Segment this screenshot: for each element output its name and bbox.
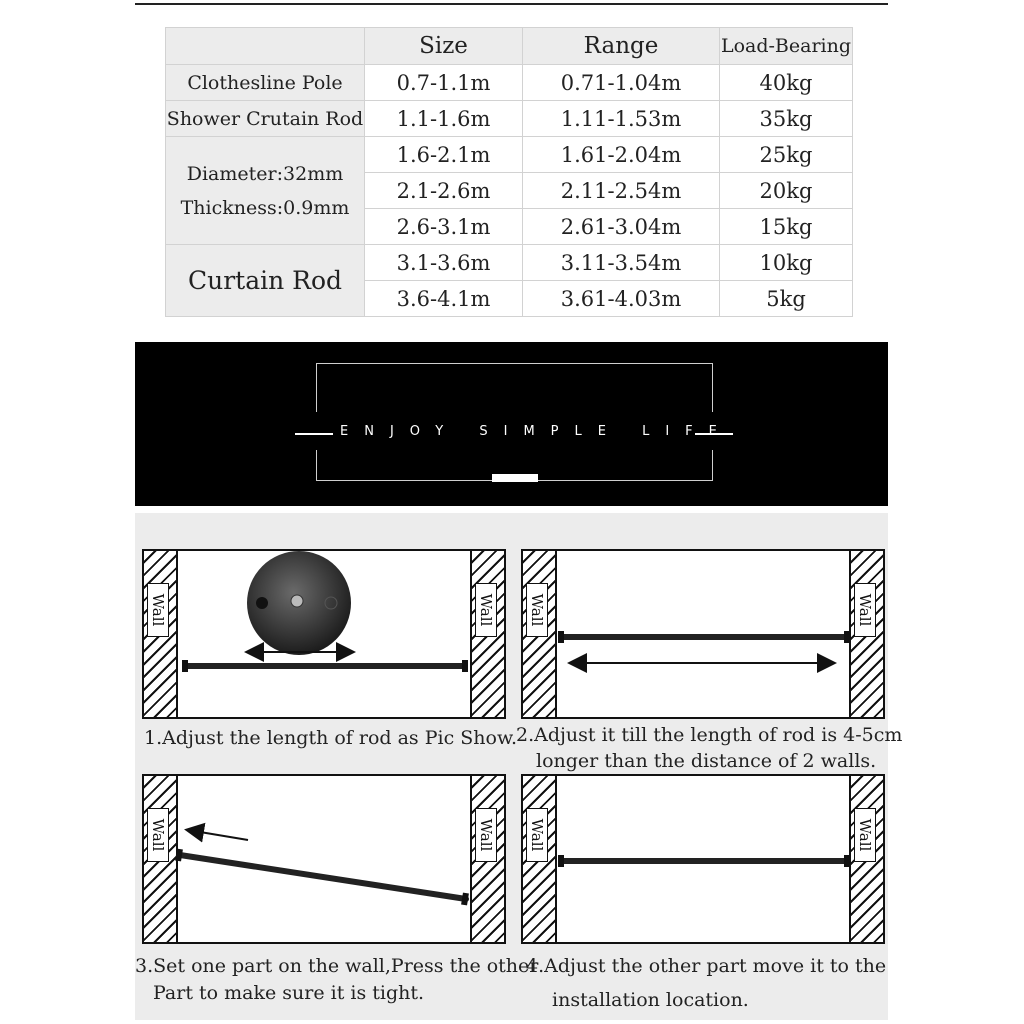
step-2-caption-line2: longer than the distance of 2 walls.: [536, 750, 877, 772]
step-3-caption-line2: Part to make sure it is tight.: [153, 982, 425, 1004]
step-4-caption-line1: 4.Adjust the other part move it to the: [526, 955, 887, 977]
size-cell: 0.7-1.1m: [365, 65, 523, 101]
step-1-illustration: [144, 551, 504, 717]
load-cell: 10kg: [720, 245, 853, 281]
wall-label: Wall: [856, 593, 874, 627]
top-divider: [135, 3, 888, 5]
range-cell: 3.11-3.54m: [523, 245, 720, 281]
range-cell: 1.61-2.04m: [523, 137, 720, 173]
wall-label: Wall: [528, 818, 546, 852]
banner-frame-top: [316, 363, 713, 412]
step-3-illustration: [144, 776, 504, 942]
wall-label: Wall: [477, 818, 495, 852]
header-size: Size: [365, 28, 523, 65]
table-row: [166, 137, 853, 173]
load-cell: 40kg: [720, 65, 853, 101]
category-clothesline: Clothesline Pole: [166, 65, 365, 101]
range-cell: 1.11-1.53m: [523, 101, 720, 137]
step-4-illustration: [523, 776, 883, 942]
diameter-label: Diameter:32mm: [186, 162, 344, 185]
step-4-caption-line2: installation location.: [552, 989, 749, 1011]
tension-rod-icon: [175, 849, 469, 906]
step-2-diagram: [521, 549, 885, 719]
tension-rod-icon: [182, 660, 468, 672]
range-cell: 3.61-4.03m: [523, 281, 720, 317]
step-1-caption: 1.Adjust the length of rod as Pic Show.: [144, 727, 517, 749]
load-cell: 15kg: [720, 209, 853, 245]
banner-notch: [492, 474, 538, 482]
wall-label: Wall: [149, 593, 167, 627]
table-row: [166, 245, 853, 281]
size-cell: 2.6-3.1m: [365, 209, 523, 245]
load-cell: 20kg: [720, 173, 853, 209]
load-cell: 35kg: [720, 101, 853, 137]
wall-label: Wall: [856, 818, 874, 852]
step-3-caption-line1: 3.Set one part on the wall,Press the other: [135, 955, 539, 977]
category-curtain: Curtain Rod: [166, 245, 365, 317]
tension-rod-icon: [558, 631, 850, 643]
step-2-caption-line1: 2.Adjust it till the length of rod is 4-5cm: [516, 724, 903, 746]
size-cell: 1.1-1.6m: [365, 101, 523, 137]
category-dimensions: [166, 137, 365, 245]
wall-label: Wall: [477, 593, 495, 627]
press-arrow-icon: [188, 830, 248, 840]
enjoy-banner: [135, 342, 888, 506]
size-cell: 2.1-2.6m: [365, 173, 523, 209]
wall-label: Wall: [149, 818, 167, 852]
header-blank: [166, 28, 365, 65]
table-row: [166, 65, 853, 101]
banner-dash-left: [295, 433, 333, 435]
step-1-diagram: [142, 549, 506, 719]
table-row: [166, 101, 853, 137]
thickness-label: Thickness:0.9mm: [180, 196, 350, 219]
wall-label: Wall: [528, 593, 546, 627]
range-cell: 2.11-2.54m: [523, 173, 720, 209]
spec-table: [165, 27, 853, 317]
load-cell: 5kg: [720, 281, 853, 317]
size-cell: 3.1-3.6m: [365, 245, 523, 281]
step-3-diagram: [142, 774, 506, 944]
header-range: Range: [523, 28, 720, 65]
size-cell: 1.6-2.1m: [365, 137, 523, 173]
range-cell: 2.61-3.04m: [523, 209, 720, 245]
size-cell: 3.6-4.1m: [365, 281, 523, 317]
spec-header-row: [166, 28, 853, 65]
step-2-illustration: [523, 551, 883, 717]
load-cell: 25kg: [720, 137, 853, 173]
category-shower: Shower Crutain Rod: [166, 101, 365, 137]
step-4-diagram: [521, 774, 885, 944]
tension-rod-icon: [558, 855, 850, 867]
range-cell: 0.71-1.04m: [523, 65, 720, 101]
header-load-bearing: Load-Bearing: [720, 28, 853, 65]
rod-closeup-icon: [247, 551, 351, 655]
banner-text: ENJOY SIMPLE LIFE: [340, 424, 733, 439]
